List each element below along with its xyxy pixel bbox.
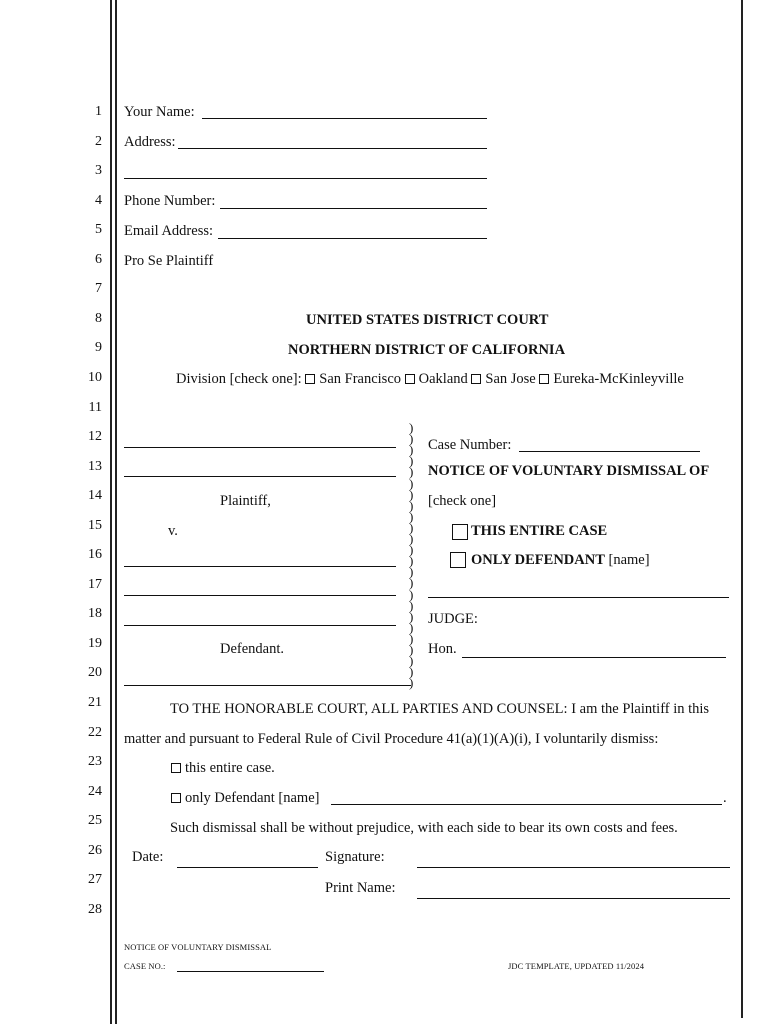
judge-label: JUDGE:: [428, 611, 478, 627]
caption-paren: ): [409, 497, 414, 513]
line-number: 11: [88, 399, 102, 415]
check-one-label: [check one]: [428, 493, 497, 509]
line-number: 22: [88, 724, 102, 740]
line-number: 6: [95, 251, 102, 267]
date-label: Date:: [132, 849, 164, 865]
caption-paren: ): [409, 653, 414, 669]
caption-paren: ): [409, 531, 414, 546]
caption-paren: ): [409, 508, 414, 524]
line-number: 23: [88, 754, 102, 770]
caption-paren: ): [409, 464, 414, 480]
prejudice-statement: Such dismissal shall be without prejudice, with each side to bear its own costs and fees.: [170, 820, 678, 836]
print-name-label: Print Name:: [325, 880, 396, 896]
defendant-name-field-1[interactable]: [124, 566, 396, 567]
plaintiff-name-field-2[interactable]: [124, 476, 396, 477]
footer-case-no-label: CASE NO.:: [124, 961, 166, 971]
footer-template: JDC TEMPLATE, UPDATED 11/2024: [508, 961, 645, 971]
hon-label: Hon.: [428, 641, 457, 657]
line-number: 8: [95, 310, 102, 326]
print-name-field[interactable]: [417, 898, 730, 899]
date-field[interactable]: [177, 867, 318, 868]
choice2-period: .: [723, 790, 727, 806]
caption-paren: ): [409, 542, 414, 558]
signature-label: Signature:: [325, 849, 385, 865]
checkbox-icon[interactable]: [405, 374, 415, 384]
caption-paren: ): [409, 475, 414, 491]
caption-paren: ): [409, 564, 414, 580]
margin-rule-right: [741, 0, 743, 1018]
pro-se-label: Pro Se Plaintiff: [124, 253, 214, 269]
only-defendant-name-field[interactable]: [331, 804, 722, 805]
line-number: 14: [88, 488, 102, 504]
only-defendant-checkbox[interactable]: [450, 552, 466, 568]
address-field-2[interactable]: [124, 178, 487, 179]
line-number: 28: [88, 901, 102, 917]
checkbox-icon[interactable]: [171, 763, 181, 773]
caption-paren: ): [409, 608, 414, 624]
phone-label: Phone Number:: [124, 193, 216, 209]
line-number: 24: [88, 783, 102, 799]
line-number: 7: [95, 281, 102, 297]
checkbox-icon[interactable]: [471, 374, 481, 384]
your-name-field[interactable]: [202, 118, 487, 119]
division-label: Division [check one]:: [176, 371, 302, 387]
versus-label: v.: [168, 523, 178, 539]
caption-paren: ): [409, 642, 414, 657]
case-number-field[interactable]: [519, 451, 700, 452]
line-number: 16: [88, 547, 102, 563]
defendant-label: Defendant.: [220, 641, 285, 657]
line-number: 10: [88, 369, 102, 385]
line-number: 15: [88, 517, 102, 533]
body-paragraph-line1: TO THE HONORABLE COURT, ALL PARTIES AND COUNSEL: I am the Plaintiff in this: [170, 701, 710, 717]
line-number: 9: [95, 340, 102, 356]
checkbox-icon[interactable]: [171, 793, 181, 803]
caption-paren: ): [409, 442, 414, 458]
defendant-name-field-right[interactable]: [428, 597, 729, 598]
judge-name-field[interactable]: [462, 657, 726, 658]
court-name: UNITED STATES DISTRICT COURT: [306, 312, 549, 328]
choice-only-defendant[interactable]: only Defendant [name]: [171, 790, 319, 807]
entire-case-checkbox[interactable]: [452, 524, 468, 540]
defendant-name-field-3[interactable]: [124, 625, 396, 626]
line-number: 12: [88, 429, 102, 445]
plaintiff-name-field-1[interactable]: [124, 447, 396, 448]
line-number: 5: [95, 222, 102, 238]
caption-paren: ): [409, 420, 414, 435]
email-field[interactable]: [218, 238, 487, 239]
line-number: 18: [88, 606, 102, 622]
line-number: 4: [95, 192, 102, 208]
choice-entire-case[interactable]: this entire case.: [171, 760, 275, 777]
court-district: NORTHERN DISTRICT OF CALIFORNIA: [288, 342, 566, 358]
caption-paren: ): [409, 453, 414, 469]
only-defendant-label: ONLY DEFENDANT [name]: [471, 552, 650, 568]
line-number: 27: [88, 872, 102, 888]
footer-doc-title: NOTICE OF VOLUNTARY DISMISSAL: [124, 942, 272, 952]
checkbox-icon[interactable]: [539, 374, 549, 384]
footer-case-no-field[interactable]: [177, 971, 324, 972]
email-label: Email Address:: [124, 223, 214, 239]
division-option-sf[interactable]: San Francisco: [305, 371, 401, 387]
entire-case-label: THIS ENTIRE CASE: [471, 523, 608, 539]
caption-paren: ): [409, 630, 414, 646]
line-number: 17: [88, 576, 102, 592]
caption-paren: ): [409, 486, 414, 502]
margin-rule-left-outer: [110, 0, 112, 1024]
caption-paren: ): [409, 619, 414, 635]
division-option-sj[interactable]: San Jose: [471, 371, 535, 387]
plaintiff-label: Plaintiff,: [220, 493, 271, 509]
body-paragraph-line2: matter and pursuant to Federal Rule of Civil Procedure 41(a)(1)(A)(i), I voluntarily dismiss:: [124, 731, 659, 747]
caption-paren: ): [409, 664, 414, 680]
line-number: 2: [95, 133, 102, 149]
address-field-1[interactable]: [178, 148, 487, 149]
line-number: 13: [88, 458, 102, 474]
line-number: 21: [88, 695, 102, 710]
margin-rule-left-inner: [115, 0, 117, 1024]
checkbox-icon[interactable]: [305, 374, 315, 384]
caption-bottom-rule: [124, 685, 411, 686]
caption-paren: ): [409, 675, 414, 691]
caption-paren: ): [409, 575, 414, 591]
phone-field[interactable]: [220, 208, 487, 209]
notice-title: NOTICE OF VOLUNTARY DISMISSAL OF: [428, 463, 710, 479]
line-number: 1: [95, 104, 102, 119]
line-number: 26: [88, 842, 102, 858]
line-number: 25: [88, 813, 102, 829]
caption-paren: ): [409, 519, 414, 535]
caption-paren: ): [409, 431, 414, 447]
signature-field[interactable]: [417, 867, 730, 868]
division-option-oakland[interactable]: Oakland: [405, 371, 468, 387]
caption-paren: ): [409, 586, 414, 602]
case-number-label: Case Number:: [428, 437, 512, 453]
caption-paren: ): [409, 553, 414, 569]
defendant-name-field-2[interactable]: [124, 595, 396, 596]
division-selector: [176, 371, 684, 388]
line-number: 3: [95, 163, 102, 179]
your-name-label: Your Name:: [124, 104, 195, 120]
line-number: 20: [88, 665, 102, 681]
division-option-eureka[interactable]: Eureka-McKinleyville: [539, 371, 683, 387]
line-number: 19: [88, 635, 102, 651]
caption-paren: ): [409, 597, 414, 613]
address-label: Address:: [124, 134, 176, 150]
